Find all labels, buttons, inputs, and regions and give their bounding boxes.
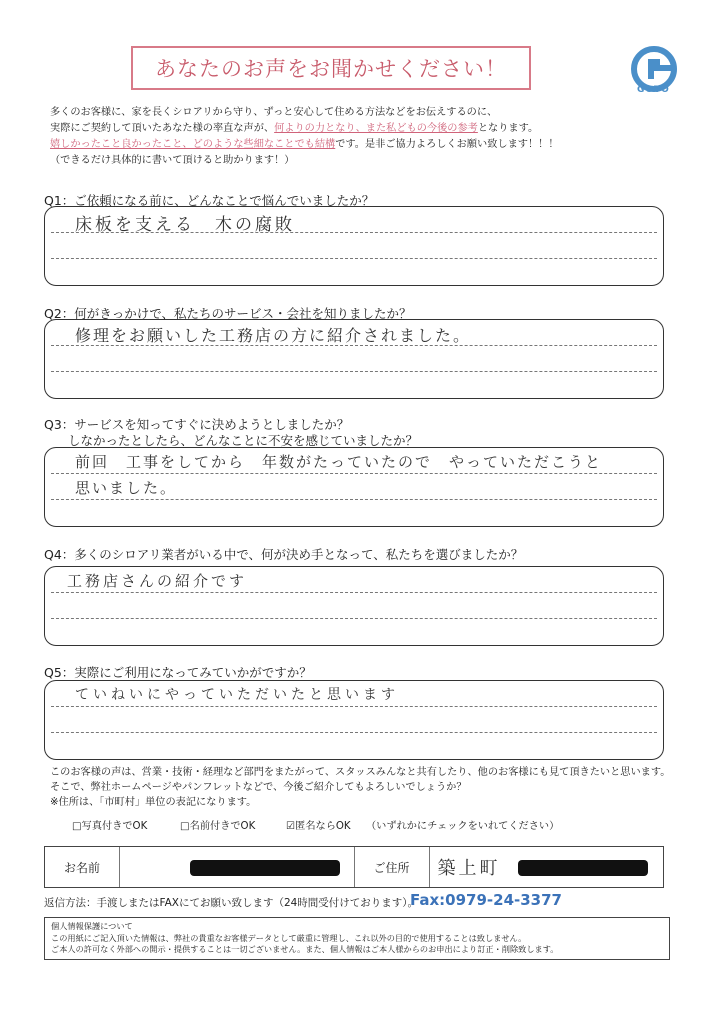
footer-text <box>50 765 670 810</box>
question-3: Q3：サービスを知ってすぐに決めようとしましたか？ <box>44 417 350 432</box>
answer-2: 修理をお願いした工務店の方に紹介されました。 <box>75 326 472 345</box>
question-3-sub: しなかったとしたら、どんなことに不安を感じていましたか？ <box>68 433 419 448</box>
name-ok-checkbox[interactable]: □名前付きでOK <box>180 821 256 832</box>
intro-line <box>50 121 670 137</box>
footer-line: ※住所は、「市町村」単位の表記になります。 <box>50 797 257 808</box>
name-field[interactable] <box>120 847 355 887</box>
intro-line3-end: です。是非ご協力よろしくお願い致します！！！ <box>335 139 559 150</box>
privacy-title: 個人情報保護について <box>51 921 133 931</box>
answer-box-5 <box>44 680 664 760</box>
privacy-line: ご本人の許可なく外部への開示・提供することは一切ございません。また、個人情報はご本人様からのお申出により訂正・削除致します。 <box>51 944 559 954</box>
intro-line2-end: となります。 <box>477 123 539 134</box>
answer-box-1 <box>44 206 664 286</box>
redaction-bar <box>518 860 648 876</box>
fax-number: Fax:0979-24-3377 <box>410 891 562 909</box>
answer-1: 床板を支える 木の腐敗 <box>75 215 295 235</box>
privacy-notice <box>44 917 670 960</box>
answer-3: 前回 工事をしてから 年数がたっていたので やっていただこうと <box>75 453 603 471</box>
intro-text <box>50 105 670 169</box>
intro-line: （できるだけ具体的に書いて頂けると助かります！） <box>50 155 295 166</box>
intro-highlight: 何よりの力となり、また私どもの今後の参考 <box>274 123 478 134</box>
logo-text: GOTO <box>637 85 670 95</box>
photo-ok-checkbox[interactable]: □写真付きでOK <box>72 821 148 832</box>
reply-method: 返信方法：手渡しまたはFAXにてお願い致します（24時間受付けております）。 <box>44 897 419 909</box>
intro-highlight: 嬉しかったこと良かったこと、どのような些細なことでも結構 <box>50 139 336 150</box>
intro-line <box>50 137 670 153</box>
footer-line: そこで、弊社ホームページやパンフレットなどで、今後ご紹介してもよろしいでしょうか？ <box>50 782 467 793</box>
redaction-bar <box>190 860 340 876</box>
check-instruction: （いずれかにチェックをいれてください） <box>366 821 560 832</box>
anonymous-ok-checkbox[interactable]: ☑匿名ならOK <box>286 821 351 832</box>
question-5: Q5：実際にご利用になってみていかがですか？ <box>44 665 312 680</box>
question-2: Q2：何がきっかけで、私たちのサービス・会社を知りましたか？ <box>44 306 412 321</box>
survey-title: あなたのお声をお聞かせください！ <box>131 46 531 90</box>
name-label: お名前 <box>45 847 120 887</box>
question-4: Q4：多くのシロアリ業者がいる中で、何が決め手となって、私たちを選びましたか？ <box>44 547 524 562</box>
address-value: 築上町 <box>437 858 501 879</box>
intro-line: 多くのお客様に、家を長くシロアリから守り、ずっと安心して住める方法などをお伝えするのに、 <box>50 107 498 118</box>
answer-box-2 <box>44 319 664 399</box>
question-1: Q1：ご依頼になる前に、どんなことで悩んでいましたか？ <box>44 193 375 208</box>
answer-4: 工務店さんの紹介です <box>67 572 248 590</box>
answer-box-3 <box>44 447 664 527</box>
address-field[interactable] <box>430 847 664 887</box>
intro-line2-part: 実際にご契約して頂いたあなた様の率直な声が、 <box>50 123 275 134</box>
info-table <box>44 846 664 888</box>
answer-5: ていねいにやっていただいたと思います <box>75 687 399 703</box>
answer-box-4 <box>44 566 664 646</box>
answer-3-cont: 思いました。 <box>75 479 178 497</box>
privacy-line: この用紙にご記入頂いた情報は、弊社の貴重なお客様データとして厳重に管理し、これ以外の目的で使用することは致しません。 <box>51 932 527 943</box>
footer-line: このお客様の声は、営業・技術・経理など部門をまたがって、スタッスみんなと共有したり、他のお客様にも見て頂きたいと思います。 <box>50 767 671 778</box>
address-label: ご住所 <box>355 847 430 887</box>
